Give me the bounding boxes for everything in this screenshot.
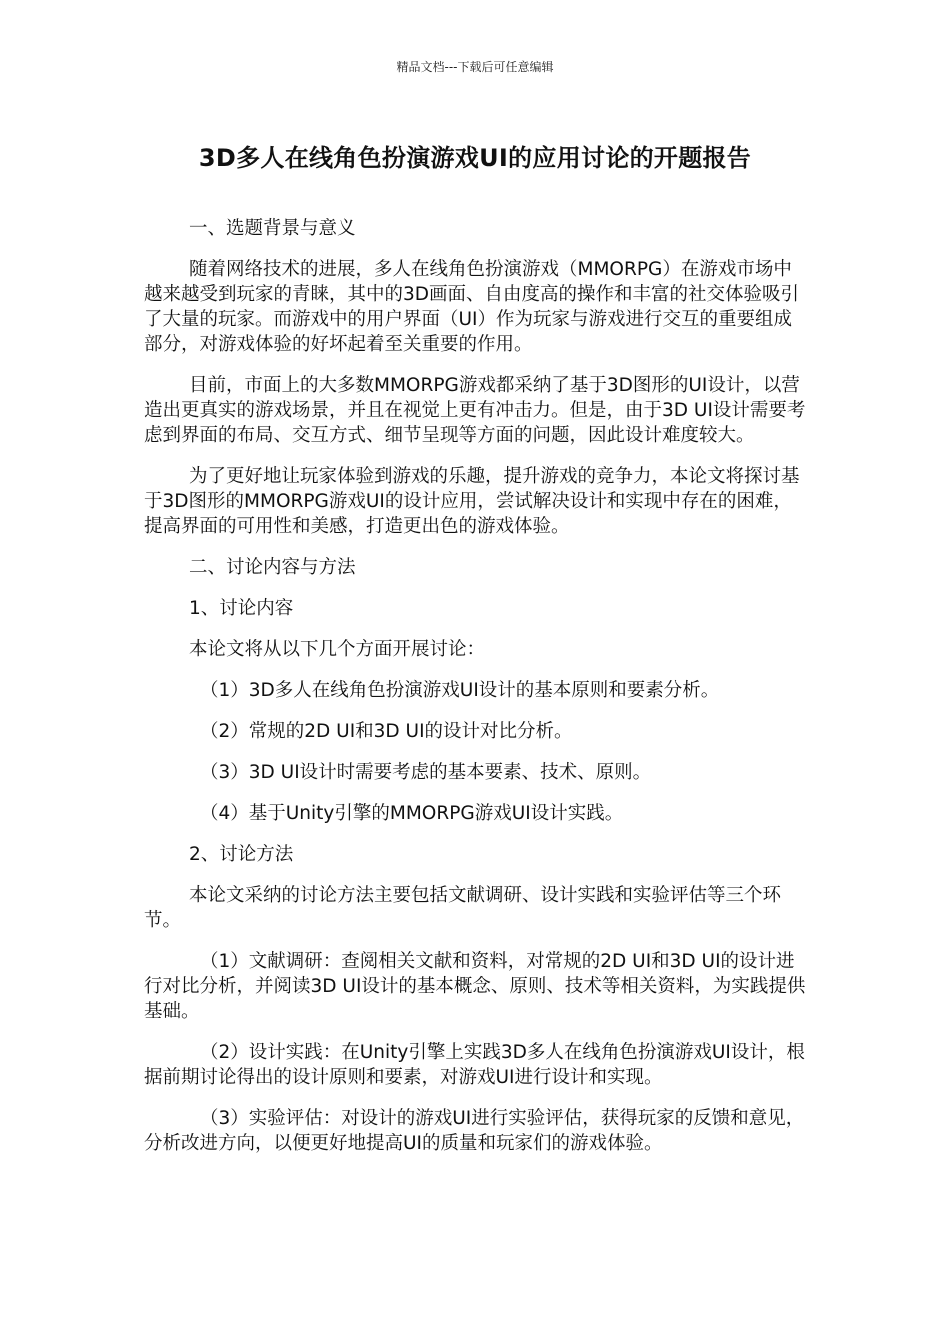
section-heading-content-method: 二、讨论内容与方法 [189, 557, 356, 578]
subsection-heading-method: 2、讨论方法 [189, 844, 294, 865]
content-list-item: （1）3D多人在线角色扮演游戏UI设计的基本原则和要素分析。 [200, 680, 720, 701]
method-list-item: （1）文献调研：查阅相关文献和资料，对常规的2D UI和3D UI的设计进行对比分析，并阅读3D UI设计的基本概念、原则、技术等相关资料，为实践提供基础。 [144, 951, 806, 1022]
content-list-item: （4）基于Unity引擎的MMORPG游戏UI设计实践。 [200, 803, 624, 824]
paragraph-background-2: 目前，市面上的大多数MMORPG游戏都采纳了基于3D图形的UI设计，以营造出更真实的游戏场景，并且在视觉上更有冲击力。但是，由于3D UI设计需要考虑到界面的布局、交互方式、细节呈现等方面的问题，因此设计难度较大。 [144, 375, 806, 446]
document-title: 3D多人在线角色扮演游戏UI的应用讨论的开题报告 [198, 144, 752, 172]
method-intro: 本论文采纳的讨论方法主要包括文献调研、设计实践和实验评估等三个环节。 [144, 885, 782, 931]
paragraph-background-1: 随着网络技术的进展，多人在线角色扮演游戏（MMORPG）在游戏市场中越来越受到玩家的青睐，其中的3D画面、自由度高的操作和丰富的社交体验吸引了大量的玩家。而游戏中的用户界面（UI）作为玩家与游戏进行交互的重要组成部分，对游戏体验的好坏起着至关重要的作用。 [144, 259, 800, 355]
content-list-item: （2）常规的2D UI和3D UI的设计对比分析。 [200, 721, 573, 742]
paragraph-background-3: 为了更好地让玩家体验到游戏的乐趣，提升游戏的竞争力，本论文将探讨基于3D图形的MMORPG游戏UI的设计应用，尝试解决设计和实现中存在的困难，提高界面的可用性和美感，打造更出色的游戏体验。 [144, 466, 800, 537]
page-header-note: 精品文档---下载后可任意编辑 [396, 60, 554, 74]
method-list-item: （3）实验评估：对设计的游戏UI进行实验评估，获得玩家的反馈和意见，分析改进方向，以便更好地提高UI的质量和玩家们的游戏体验。 [144, 1108, 805, 1154]
content-list-item: （3）3D UI设计时需要考虑的基本要素、技术、原则。 [200, 762, 652, 783]
document-body [144, 216, 806, 1172]
section-heading-background: 一、选题背景与意义 [189, 218, 356, 239]
content-intro: 本论文将从以下几个方面开展讨论： [189, 639, 486, 660]
method-list-item: （2）设计实践：在Unity引擎上实践3D多人在线角色扮演游戏UI设计，根据前期讨论得出的设计原则和要素，对游戏UI进行设计和实现。 [144, 1042, 805, 1088]
subsection-heading-content: 1、讨论内容 [189, 598, 294, 619]
